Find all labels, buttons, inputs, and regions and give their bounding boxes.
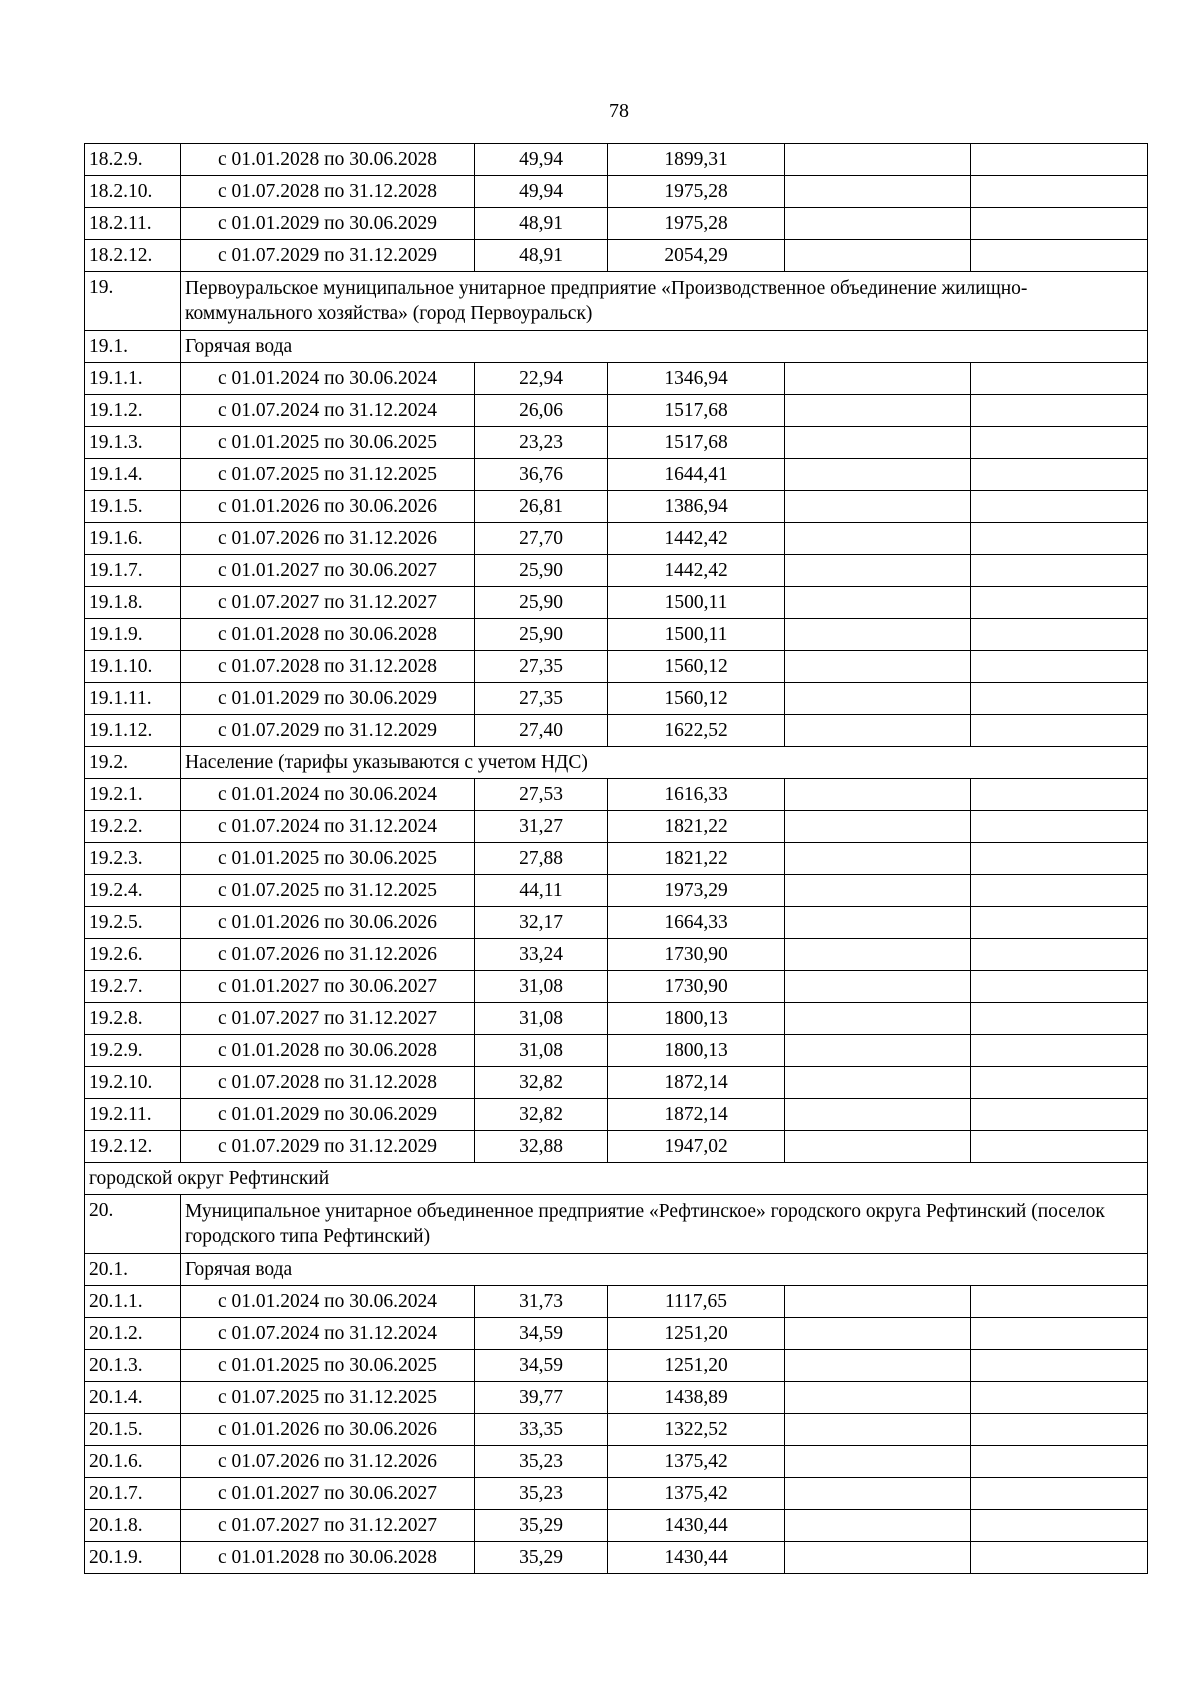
empty-cell <box>971 683 1148 715</box>
row-number-cell: 19.1. <box>85 331 181 363</box>
row-number-cell: 19.1.5. <box>85 491 181 523</box>
empty-cell <box>971 491 1148 523</box>
empty-cell <box>971 144 1148 176</box>
empty-cell <box>971 939 1148 971</box>
empty-cell <box>971 715 1148 747</box>
period-cell: с 01.01.2026 по 30.06.2026 <box>181 491 475 523</box>
table-row <box>85 907 1148 939</box>
empty-cell <box>785 683 971 715</box>
value-cell: 27,53 <box>475 779 608 811</box>
period-cell: с 01.07.2026 по 31.12.2026 <box>181 523 475 555</box>
period-cell: с 01.07.2028 по 31.12.2028 <box>181 1067 475 1099</box>
table-row <box>85 395 1148 427</box>
row-number-cell: 19.2.4. <box>85 875 181 907</box>
period-cell: с 01.07.2029 по 31.12.2029 <box>181 1131 475 1163</box>
value-cell: 34,59 <box>475 1350 608 1382</box>
empty-cell <box>785 1035 971 1067</box>
empty-cell <box>971 176 1148 208</box>
district-row <box>85 1163 1148 1195</box>
empty-cell <box>971 1478 1148 1510</box>
value-cell: 1821,22 <box>608 843 785 875</box>
period-cell: с 01.07.2026 по 31.12.2026 <box>181 939 475 971</box>
period-cell: с 01.01.2029 по 30.06.2029 <box>181 208 475 240</box>
empty-cell <box>971 843 1148 875</box>
empty-cell <box>971 555 1148 587</box>
table-row <box>85 1067 1148 1099</box>
value-cell: 2054,29 <box>608 240 785 272</box>
tariff-table <box>84 143 1148 1574</box>
table-row <box>85 208 1148 240</box>
empty-cell <box>785 1318 971 1350</box>
value-cell: 1500,11 <box>608 587 785 619</box>
table-row <box>85 176 1148 208</box>
empty-cell <box>785 1067 971 1099</box>
empty-cell <box>971 1510 1148 1542</box>
table-row <box>85 1350 1148 1382</box>
row-number-cell: 19.2.6. <box>85 939 181 971</box>
empty-cell <box>785 1478 971 1510</box>
empty-cell <box>785 363 971 395</box>
empty-cell <box>971 1542 1148 1574</box>
period-cell: с 01.07.2028 по 31.12.2028 <box>181 651 475 683</box>
value-cell: 1899,31 <box>608 144 785 176</box>
page-number: 78 <box>609 100 629 122</box>
empty-cell <box>971 1446 1148 1478</box>
value-cell: 1973,29 <box>608 875 785 907</box>
empty-cell <box>971 240 1148 272</box>
value-cell: 31,73 <box>475 1286 608 1318</box>
empty-cell <box>971 619 1148 651</box>
row-number-cell: 19.1.7. <box>85 555 181 587</box>
empty-cell <box>785 427 971 459</box>
period-cell: с 01.07.2024 по 31.12.2024 <box>181 811 475 843</box>
table-row <box>85 1131 1148 1163</box>
empty-cell <box>971 208 1148 240</box>
value-cell: 1430,44 <box>608 1510 785 1542</box>
empty-cell <box>971 651 1148 683</box>
empty-cell <box>785 779 971 811</box>
period-cell: с 01.01.2027 по 30.06.2027 <box>181 971 475 1003</box>
table-row <box>85 459 1148 491</box>
table-row <box>85 811 1148 843</box>
value-cell: 1375,42 <box>608 1478 785 1510</box>
empty-cell <box>785 144 971 176</box>
table-row <box>85 587 1148 619</box>
empty-cell <box>785 843 971 875</box>
value-cell: 26,06 <box>475 395 608 427</box>
table-row <box>85 1542 1148 1574</box>
row-number-cell: 20.1.7. <box>85 1478 181 1510</box>
row-number-cell: 19.1.3. <box>85 427 181 459</box>
row-number-cell: 19.1.9. <box>85 619 181 651</box>
row-number-cell: 19.2.10. <box>85 1067 181 1099</box>
period-cell: с 01.07.2027 по 31.12.2027 <box>181 587 475 619</box>
period-cell: с 01.01.2026 по 30.06.2026 <box>181 1414 475 1446</box>
empty-cell <box>785 1414 971 1446</box>
value-cell: 1251,20 <box>608 1318 785 1350</box>
table-row <box>85 1446 1148 1478</box>
empty-cell <box>785 875 971 907</box>
period-cell: с 01.01.2028 по 30.06.2028 <box>181 1035 475 1067</box>
value-cell: 35,23 <box>475 1446 608 1478</box>
period-cell: с 01.01.2028 по 30.06.2028 <box>181 144 475 176</box>
row-number-cell: 19.2.3. <box>85 843 181 875</box>
period-cell: с 01.07.2024 по 31.12.2024 <box>181 1318 475 1350</box>
empty-cell <box>785 1510 971 1542</box>
value-cell: 35,29 <box>475 1510 608 1542</box>
value-cell: 32,17 <box>475 907 608 939</box>
table-row <box>85 1099 1148 1131</box>
period-cell: с 01.01.2025 по 30.06.2025 <box>181 843 475 875</box>
district-title-cell: городской округ Рефтинский <box>85 1163 1148 1195</box>
value-cell: 1442,42 <box>608 523 785 555</box>
value-cell: 1872,14 <box>608 1099 785 1131</box>
period-cell: с 01.01.2024 по 30.06.2024 <box>181 1286 475 1318</box>
value-cell: 1622,52 <box>608 715 785 747</box>
empty-cell <box>785 491 971 523</box>
value-cell: 1821,22 <box>608 811 785 843</box>
value-cell: 1117,65 <box>608 1286 785 1318</box>
row-number-cell: 20.1.9. <box>85 1542 181 1574</box>
empty-cell <box>971 1067 1148 1099</box>
value-cell: 25,90 <box>475 587 608 619</box>
empty-cell <box>971 1286 1148 1318</box>
row-number-cell: 20.1.5. <box>85 1414 181 1446</box>
empty-cell <box>785 1003 971 1035</box>
empty-cell <box>785 459 971 491</box>
value-cell: 1644,41 <box>608 459 785 491</box>
empty-cell <box>785 587 971 619</box>
row-number-cell: 19.2.9. <box>85 1035 181 1067</box>
table-row <box>85 491 1148 523</box>
table-row <box>85 715 1148 747</box>
table-row <box>85 651 1148 683</box>
empty-cell <box>971 1414 1148 1446</box>
row-number-cell: 19.1.11. <box>85 683 181 715</box>
value-cell: 48,91 <box>475 240 608 272</box>
empty-cell <box>785 176 971 208</box>
value-cell: 44,11 <box>475 875 608 907</box>
value-cell: 27,70 <box>475 523 608 555</box>
empty-cell <box>971 1131 1148 1163</box>
value-cell: 35,23 <box>475 1478 608 1510</box>
empty-cell <box>785 523 971 555</box>
empty-cell <box>971 363 1148 395</box>
empty-cell <box>785 1446 971 1478</box>
value-cell: 48,91 <box>475 208 608 240</box>
empty-cell <box>971 395 1148 427</box>
period-cell: с 01.07.2025 по 31.12.2025 <box>181 1382 475 1414</box>
organization-row <box>85 272 1148 331</box>
value-cell: 25,90 <box>475 555 608 587</box>
empty-cell <box>785 1286 971 1318</box>
period-cell: с 01.01.2027 по 30.06.2027 <box>181 555 475 587</box>
empty-cell <box>785 1131 971 1163</box>
row-number-cell: 19.2.2. <box>85 811 181 843</box>
row-number-cell: 18.2.10. <box>85 176 181 208</box>
empty-cell <box>971 971 1148 1003</box>
table-row <box>85 144 1148 176</box>
empty-cell <box>785 971 971 1003</box>
value-cell: 1947,02 <box>608 1131 785 1163</box>
row-number-cell: 20.1.6. <box>85 1446 181 1478</box>
value-cell: 1730,90 <box>608 971 785 1003</box>
value-cell: 1872,14 <box>608 1067 785 1099</box>
empty-cell <box>785 240 971 272</box>
table-row <box>85 1478 1148 1510</box>
value-cell: 25,90 <box>475 619 608 651</box>
value-cell: 35,29 <box>475 1542 608 1574</box>
period-cell: с 01.01.2025 по 30.06.2025 <box>181 1350 475 1382</box>
row-number-cell: 19.1.2. <box>85 395 181 427</box>
empty-cell <box>971 523 1148 555</box>
row-number-cell: 19.2.7. <box>85 971 181 1003</box>
empty-cell <box>785 907 971 939</box>
value-cell: 1386,94 <box>608 491 785 523</box>
row-number-cell: 18.2.12. <box>85 240 181 272</box>
value-cell: 36,76 <box>475 459 608 491</box>
period-cell: с 01.07.2024 по 31.12.2024 <box>181 395 475 427</box>
value-cell: 31,08 <box>475 971 608 1003</box>
empty-cell <box>971 907 1148 939</box>
period-cell: с 01.01.2024 по 30.06.2024 <box>181 779 475 811</box>
value-cell: 1560,12 <box>608 683 785 715</box>
row-number-cell: 20. <box>85 1195 181 1254</box>
value-cell: 1975,28 <box>608 176 785 208</box>
row-number-cell: 19.2.12. <box>85 1131 181 1163</box>
value-cell: 1500,11 <box>608 619 785 651</box>
period-cell: с 01.07.2027 по 31.12.2027 <box>181 1510 475 1542</box>
empty-cell <box>785 811 971 843</box>
table-row <box>85 1035 1148 1067</box>
organization-name-cell: Муниципальное унитарное объединенное предприятие «Рефтинское» городского округа Рефтинский (поселок городского типа Рефтинский) <box>181 1195 1148 1254</box>
table-row <box>85 1318 1148 1350</box>
organization-name-cell: Первоуральское муниципальное унитарное предприятие «Производственное объединение жилищно-коммунального хозяйства» (город Первоуральск) <box>181 272 1148 331</box>
table-row <box>85 843 1148 875</box>
table-row <box>85 363 1148 395</box>
row-number-cell: 20.1.8. <box>85 1510 181 1542</box>
table-row <box>85 1286 1148 1318</box>
period-cell: с 01.07.2026 по 31.12.2026 <box>181 1446 475 1478</box>
value-cell: 31,08 <box>475 1035 608 1067</box>
table-row <box>85 427 1148 459</box>
table-row <box>85 555 1148 587</box>
period-cell: с 01.01.2024 по 30.06.2024 <box>181 363 475 395</box>
value-cell: 1251,20 <box>608 1350 785 1382</box>
period-cell: с 01.01.2029 по 30.06.2029 <box>181 683 475 715</box>
row-number-cell: 19. <box>85 272 181 331</box>
empty-cell <box>971 1382 1148 1414</box>
value-cell: 1800,13 <box>608 1003 785 1035</box>
value-cell: 1800,13 <box>608 1035 785 1067</box>
row-number-cell: 19.2.1. <box>85 779 181 811</box>
row-number-cell: 18.2.11. <box>85 208 181 240</box>
table-row <box>85 683 1148 715</box>
section-row <box>85 1254 1148 1286</box>
value-cell: 1975,28 <box>608 208 785 240</box>
value-cell: 32,88 <box>475 1131 608 1163</box>
table-row <box>85 619 1148 651</box>
value-cell: 1375,42 <box>608 1446 785 1478</box>
value-cell: 34,59 <box>475 1318 608 1350</box>
empty-cell <box>971 811 1148 843</box>
value-cell: 32,82 <box>475 1099 608 1131</box>
value-cell: 1346,94 <box>608 363 785 395</box>
value-cell: 39,77 <box>475 1382 608 1414</box>
empty-cell <box>971 875 1148 907</box>
empty-cell <box>785 715 971 747</box>
empty-cell <box>785 651 971 683</box>
row-number-cell: 20.1.2. <box>85 1318 181 1350</box>
value-cell: 22,94 <box>475 363 608 395</box>
table-row <box>85 1003 1148 1035</box>
value-cell: 1664,33 <box>608 907 785 939</box>
empty-cell <box>971 779 1148 811</box>
table-row <box>85 1414 1148 1446</box>
value-cell: 23,23 <box>475 427 608 459</box>
table-row <box>85 875 1148 907</box>
row-number-cell: 20.1.3. <box>85 1350 181 1382</box>
section-row <box>85 747 1148 779</box>
value-cell: 27,40 <box>475 715 608 747</box>
row-number-cell: 20.1.4. <box>85 1382 181 1414</box>
value-cell: 32,82 <box>475 1067 608 1099</box>
value-cell: 31,08 <box>475 1003 608 1035</box>
section-title-cell: Население (тарифы указываются с учетом НДС) <box>181 747 1148 779</box>
value-cell: 1730,90 <box>608 939 785 971</box>
empty-cell <box>971 1003 1148 1035</box>
empty-cell <box>971 427 1148 459</box>
value-cell: 1442,42 <box>608 555 785 587</box>
section-row <box>85 331 1148 363</box>
table-row <box>85 779 1148 811</box>
empty-cell <box>785 555 971 587</box>
period-cell: с 01.01.2025 по 30.06.2025 <box>181 427 475 459</box>
row-number-cell: 19.2.11. <box>85 1099 181 1131</box>
empty-cell <box>785 1382 971 1414</box>
table-row <box>85 1510 1148 1542</box>
period-cell: с 01.01.2029 по 30.06.2029 <box>181 1099 475 1131</box>
period-cell: с 01.01.2028 по 30.06.2028 <box>181 1542 475 1574</box>
row-number-cell: 19.1.6. <box>85 523 181 555</box>
period-cell: с 01.07.2029 по 31.12.2029 <box>181 240 475 272</box>
table-row <box>85 1382 1148 1414</box>
value-cell: 31,27 <box>475 811 608 843</box>
row-number-cell: 18.2.9. <box>85 144 181 176</box>
empty-cell <box>971 1350 1148 1382</box>
empty-cell <box>785 208 971 240</box>
value-cell: 26,81 <box>475 491 608 523</box>
row-number-cell: 20.1.1. <box>85 1286 181 1318</box>
period-cell: с 01.01.2026 по 30.06.2026 <box>181 907 475 939</box>
empty-cell <box>785 395 971 427</box>
period-cell: с 01.07.2027 по 31.12.2027 <box>181 1003 475 1035</box>
empty-cell <box>971 587 1148 619</box>
section-title-cell: Горячая вода <box>181 331 1148 363</box>
value-cell: 33,35 <box>475 1414 608 1446</box>
row-number-cell: 19.1.1. <box>85 363 181 395</box>
value-cell: 1438,89 <box>608 1382 785 1414</box>
tariff-table-body <box>85 144 1148 1574</box>
row-number-cell: 19.1.10. <box>85 651 181 683</box>
row-number-cell: 19.2.5. <box>85 907 181 939</box>
value-cell: 49,94 <box>475 144 608 176</box>
value-cell: 1322,52 <box>608 1414 785 1446</box>
period-cell: с 01.07.2029 по 31.12.2029 <box>181 715 475 747</box>
table-row <box>85 523 1148 555</box>
table-row <box>85 240 1148 272</box>
empty-cell <box>785 1350 971 1382</box>
row-number-cell: 19.2.8. <box>85 1003 181 1035</box>
empty-cell <box>971 459 1148 491</box>
row-number-cell: 19.1.4. <box>85 459 181 491</box>
empty-cell <box>785 1542 971 1574</box>
row-number-cell: 20.1. <box>85 1254 181 1286</box>
row-number-cell: 19.2. <box>85 747 181 779</box>
value-cell: 27,35 <box>475 683 608 715</box>
value-cell: 27,88 <box>475 843 608 875</box>
value-cell: 49,94 <box>475 176 608 208</box>
empty-cell <box>785 1099 971 1131</box>
value-cell: 1517,68 <box>608 427 785 459</box>
row-number-cell: 19.1.12. <box>85 715 181 747</box>
row-number-cell: 19.1.8. <box>85 587 181 619</box>
organization-row <box>85 1195 1148 1254</box>
value-cell: 1517,68 <box>608 395 785 427</box>
empty-cell <box>971 1099 1148 1131</box>
empty-cell <box>971 1318 1148 1350</box>
value-cell: 1616,33 <box>608 779 785 811</box>
value-cell: 1560,12 <box>608 651 785 683</box>
period-cell: с 01.01.2028 по 30.06.2028 <box>181 619 475 651</box>
empty-cell <box>785 619 971 651</box>
period-cell: с 01.07.2025 по 31.12.2025 <box>181 459 475 491</box>
value-cell: 1430,44 <box>608 1542 785 1574</box>
empty-cell <box>971 1035 1148 1067</box>
empty-cell <box>785 939 971 971</box>
period-cell: с 01.01.2027 по 30.06.2027 <box>181 1478 475 1510</box>
table-row <box>85 971 1148 1003</box>
section-title-cell: Горячая вода <box>181 1254 1148 1286</box>
period-cell: с 01.07.2025 по 31.12.2025 <box>181 875 475 907</box>
period-cell: с 01.07.2028 по 31.12.2028 <box>181 176 475 208</box>
value-cell: 33,24 <box>475 939 608 971</box>
value-cell: 27,35 <box>475 651 608 683</box>
table-row <box>85 939 1148 971</box>
